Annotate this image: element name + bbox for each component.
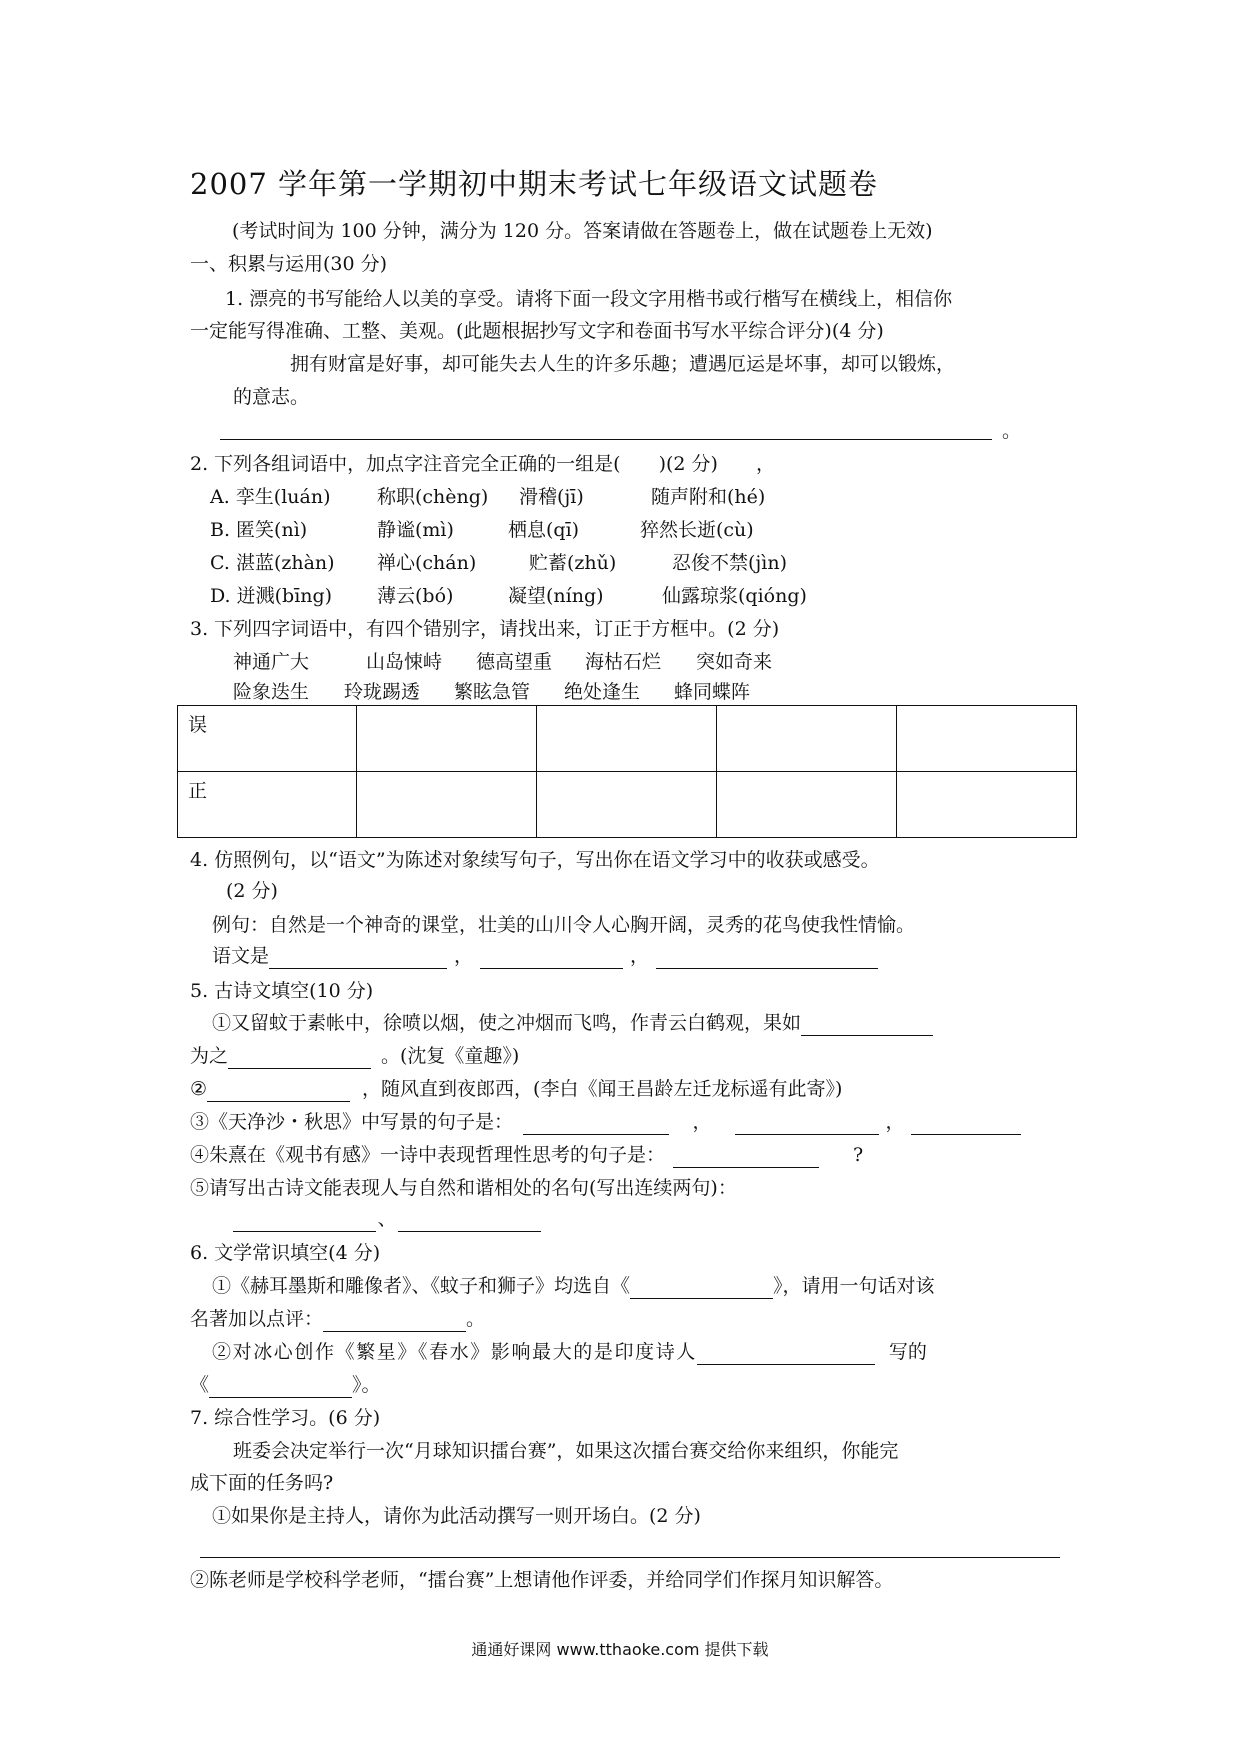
q1-passage-line1: 拥有财富是好事，却可能失去人生的许多乐趣；遭遇厄运是坏事，却可以锻炼， — [290, 353, 956, 375]
answer-blank[interactable] — [673, 1147, 819, 1168]
q1-end-mark: 。 — [1002, 420, 1022, 442]
q3-correction-table — [177, 705, 1077, 838]
q3-word: 山岛悚峙 — [366, 651, 443, 673]
q3-word: 繁眩急管 — [454, 681, 531, 703]
exam-instructions: (考试时间为 100 分钟，满分为 120 分。答案请做在答题卷上，做在试题卷上无效) — [232, 220, 933, 242]
q7-item2: ②陈老师是学校科学老师，“擂台赛”上想请他作评委，并给同学们作探月知识解答。 — [190, 1569, 894, 1591]
q2-option-d-3: 凝望(níng) — [508, 585, 604, 607]
q1-passage-line2: 的意志。 — [233, 386, 310, 408]
table-cell[interactable] — [357, 706, 537, 772]
q4-stem: 4. 仿照例句，以“语文”为陈述对象续写句子，写出你在语文学习中的收获或感受。 — [190, 849, 880, 871]
q1-answer-line — [220, 439, 992, 440]
q5-item1-line2 — [190, 1043, 519, 1069]
answer-blank[interactable] — [801, 1015, 933, 1036]
q3-word: 蜂同蝶阵 — [674, 681, 751, 703]
answer-blank[interactable] — [228, 1048, 371, 1069]
q7-answer-line — [200, 1557, 1060, 1558]
q6-item1-review-suffix: 。 — [466, 1308, 486, 1330]
q7-intro-line1: 班委会决定举行一次“月球知识擂台赛”，如果这次擂台赛交给你来组织，你能完 — [233, 1440, 899, 1462]
q4-answer-line — [212, 943, 878, 969]
section-heading: 一、积累与运用(30 分) — [190, 253, 388, 275]
q6-item2-line2 — [190, 1372, 381, 1398]
q6-item1-suffix: 》，请用一句话对该 — [773, 1275, 935, 1297]
q3-word: 海枯石烂 — [585, 651, 662, 673]
q4-example: 例句：自然是一个神奇的课堂，壮美的山川令人心胸开阔，灵秀的花鸟使我性情愉。 — [212, 914, 916, 936]
q3-word: 德高望重 — [476, 651, 553, 673]
q1-line2: 一定能写得准确、工整、美观。(此题根据抄写文字和卷面书写水平综合评分)(4 分) — [190, 320, 884, 342]
table-cell[interactable] — [537, 706, 717, 772]
table-cell[interactable] — [897, 772, 1077, 838]
table-cell[interactable] — [537, 772, 717, 838]
exam-title: 2007 学年第一学期初中期末考试七年级语文试题卷 — [190, 167, 879, 201]
q2-option-b-4: 猝然长逝(cù) — [640, 519, 754, 541]
answer-blank[interactable] — [269, 948, 447, 969]
q2-option-a-3: 滑稽(jī) — [519, 486, 584, 508]
q2-option-c-4: 忍俊不禁(jìn) — [672, 552, 788, 574]
q2-option-c-2: 禅心(chán) — [377, 552, 477, 574]
q1-line1: 1. 漂亮的书写能给人以美的享受。请将下面一段文字用楷书或行楷写在横线上，相信你 — [225, 288, 953, 310]
q2-option-d-4: 仙露琼浆(qióng) — [662, 585, 807, 607]
comma: ， — [692, 1111, 712, 1133]
answer-blank[interactable] — [630, 1278, 773, 1299]
q4-answer-prefix: 语文是 — [212, 945, 270, 967]
answer-blank[interactable] — [735, 1114, 879, 1135]
answer-blank[interactable] — [209, 1377, 352, 1398]
q5-item3 — [190, 1109, 1021, 1135]
q5-item4 — [190, 1142, 863, 1168]
table-cell[interactable] — [717, 706, 897, 772]
q5-item2 — [190, 1076, 842, 1102]
q5-item1-source: 。(沈复《童趣》) — [381, 1045, 520, 1067]
q2-option-a-2: 称职(chèng) — [377, 486, 489, 508]
table-cell[interactable] — [357, 772, 537, 838]
q6-item2-suffix: 写的 — [888, 1341, 927, 1363]
q3-stem: 3. 下列四字词语中，有四个错别字，请找出来，订正于方框中。(2 分) — [190, 618, 780, 640]
q2-option-d-1: D. 迸溅(bīng) — [210, 585, 333, 607]
q5-stem: 5. 古诗文填空(10 分) — [190, 980, 374, 1002]
comma: ， — [630, 945, 650, 967]
q2-stem: 2. 下列各组词语中，加点字注音完全正确的一组是( )(2 分) ， — [190, 453, 775, 475]
q3-word: 神通广大 — [233, 651, 310, 673]
q6-item2-prefix: ②对冰心创作《繁星》《春水》影响最大的是印度诗人 — [212, 1341, 697, 1363]
table-cell[interactable] — [717, 772, 897, 838]
q3-word: 突如奇来 — [696, 651, 773, 673]
q2-option-b-1: B. 匿笑(nì) — [210, 519, 308, 541]
q2-option-a-4: 随声附和(hé) — [651, 486, 766, 508]
q2-option-a-1: A. 孪生(luán) — [210, 486, 331, 508]
q5-item1-prefix: 为之 — [190, 1045, 229, 1067]
answer-blank[interactable] — [656, 948, 878, 969]
q3-word: 玲珑踢透 — [344, 681, 421, 703]
comma: ， — [454, 945, 474, 967]
q5-item5: ⑤请写出古诗文能表现人与自然和谐相处的名句(写出连续两句)： — [190, 1177, 737, 1199]
q3-word: 绝处逢生 — [564, 681, 641, 703]
q6-item1-line1 — [212, 1273, 935, 1299]
table-label-wrong: 误 — [178, 706, 357, 772]
q6-item2-open: 《 — [190, 1374, 210, 1396]
q5-item4-text: ④朱熹在《观书有感》一诗中表现哲理性思考的句子是： — [190, 1144, 666, 1166]
q6-stem: 6. 文学常识填空(4 分) — [190, 1242, 381, 1264]
q6-item1-prefix: ①《赫耳墨斯和雕像者》、《蚊子和狮子》均选自《 — [212, 1275, 631, 1297]
q6-item1-line2 — [190, 1306, 485, 1332]
answer-blank[interactable] — [523, 1114, 669, 1135]
comma: ， — [885, 1111, 905, 1133]
q7-intro-line2: 成下面的任务吗? — [190, 1472, 334, 1494]
answer-blank[interactable] — [207, 1081, 350, 1102]
separator: 、 — [377, 1208, 397, 1230]
answer-blank[interactable] — [911, 1114, 1021, 1135]
q5-item1-line1 — [212, 1010, 933, 1036]
q5-item4-end: ? — [853, 1144, 864, 1166]
table-label-correct: 正 — [178, 772, 357, 838]
answer-blank[interactable] — [323, 1311, 466, 1332]
q2-option-d-2: 薄云(bó) — [377, 585, 454, 607]
q5-item3-text: ③《天净沙・秋思》中写景的句子是： — [190, 1111, 514, 1133]
page-footer: 通通好课网 www.tthaoke.com 提供下载 — [471, 1640, 769, 1659]
q3-word: 险象迭生 — [233, 681, 310, 703]
q7-stem: 7. 综合性学习。(6 分) — [190, 1407, 381, 1429]
answer-blank[interactable] — [697, 1344, 875, 1365]
q5-item1-text: ①又留蚊于素帐中，徐喷以烟，使之冲烟而飞鸣，作青云白鹤观，果如 — [212, 1012, 802, 1034]
q6-item2-line1 — [212, 1339, 927, 1365]
table-cell[interactable] — [897, 706, 1077, 772]
answer-blank[interactable] — [233, 1211, 376, 1232]
q6-item2-close: 》。 — [352, 1374, 381, 1396]
q5-item5-answer — [233, 1206, 541, 1232]
q2-option-b-3: 栖息(qī) — [508, 519, 580, 541]
q7-item1: ①如果你是主持人，请你为此活动撰写一则开场白。(2 分) — [212, 1505, 701, 1527]
q2-option-c-1: C. 湛蓝(zhàn) — [210, 552, 335, 574]
q2-option-c-3: 贮蓄(zhǔ) — [529, 552, 617, 574]
q6-item1-review-prefix: 名著加以点评： — [190, 1308, 324, 1330]
q5-item2-prefix: ② — [190, 1078, 208, 1100]
answer-blank[interactable] — [398, 1211, 541, 1232]
q5-item2-text: ，随风直到夜郎西，(李白《闻王昌龄左迁龙标遥有此寄》) — [362, 1078, 843, 1100]
answer-blank[interactable] — [480, 948, 623, 969]
q2-option-b-2: 静谧(mì) — [377, 519, 454, 541]
q4-points: (2 分) — [226, 880, 278, 902]
